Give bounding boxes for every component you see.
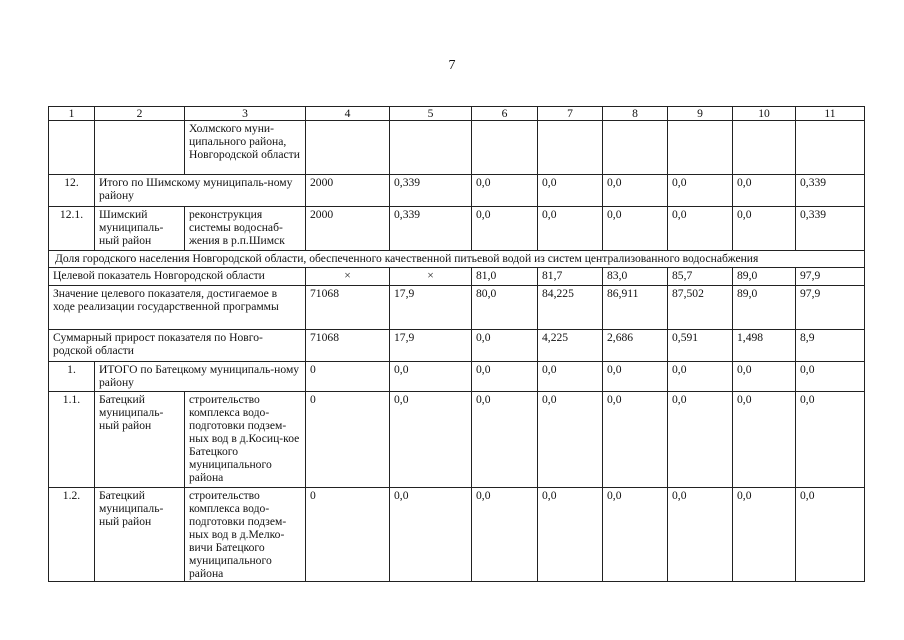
value-cell: 0,0	[733, 207, 796, 251]
value-cell: 87,502	[668, 286, 733, 330]
value-cell: 0,0	[538, 488, 603, 582]
value-cell: 97,9	[796, 268, 865, 286]
value-cell: 0,0	[603, 207, 668, 251]
value-cell: 81,7	[538, 268, 603, 286]
value-cell: 0,0	[390, 488, 472, 582]
page-number: 7	[448, 58, 456, 73]
row-number: 1.1.	[49, 392, 95, 488]
value-cell: 0,339	[390, 207, 472, 251]
value-cell: 0,0	[538, 362, 603, 392]
table-row	[49, 175, 865, 207]
table-row	[49, 488, 865, 582]
row-number: 1.	[49, 362, 95, 392]
value-cell: 0,591	[668, 330, 733, 362]
section-header-row	[49, 251, 865, 268]
section-title: Доля городского населения Новгородской области, обеспеченного качественной питьевой водой из систем централизованного водоснабжения	[49, 251, 865, 268]
value-cell: ×	[390, 268, 472, 286]
value-cell: 85,7	[668, 268, 733, 286]
table-row	[49, 330, 865, 362]
value-cell: 17,9	[390, 330, 472, 362]
value-cell: 71068	[306, 286, 390, 330]
value-cell: 0,0	[603, 362, 668, 392]
value-cell: 0,0	[390, 362, 472, 392]
value-cell: 0,0	[668, 488, 733, 582]
header-cell: 11	[796, 107, 865, 121]
value-cell: 0	[306, 392, 390, 488]
value-cell: 0,0	[668, 175, 733, 207]
header-cell: 2	[95, 107, 185, 121]
value-cell: 0,0	[472, 330, 538, 362]
value-cell: 0,0	[472, 488, 538, 582]
value-cell: 89,0	[733, 286, 796, 330]
value-cell: 0,0	[733, 392, 796, 488]
header-cell: 9	[668, 107, 733, 121]
value-cell: 0,339	[796, 207, 865, 251]
value-cell: 89,0	[733, 268, 796, 286]
value-cell: 4,225	[538, 330, 603, 362]
value-cell: 0,0	[472, 362, 538, 392]
header-cell: 6	[472, 107, 538, 121]
row-name: ИТОГО по Батецкому муниципаль-ному району	[95, 362, 306, 392]
header-cell: 8	[603, 107, 668, 121]
value-cell: 80,0	[472, 286, 538, 330]
description-cell: Холмского муни-ципального района, Новгородской области	[185, 121, 306, 175]
value-cell: 97,9	[796, 286, 865, 330]
row-number: 12.1.	[49, 207, 95, 251]
value-cell: 0,0	[796, 362, 865, 392]
value-cell: 0,0	[390, 392, 472, 488]
header-cell: 3	[185, 107, 306, 121]
value-cell: 0,0	[538, 175, 603, 207]
water-supply-table	[48, 106, 865, 582]
row-number: 12.	[49, 175, 95, 207]
value-cell: 0,339	[796, 175, 865, 207]
value-cell: 8,9	[796, 330, 865, 362]
value-cell: 0,339	[390, 175, 472, 207]
value-cell: 0,0	[733, 175, 796, 207]
description-cell: строительство комплекса водо-подготовки подзем-ных вод в д.Косиц-кое Батецкого муниципального района	[185, 392, 306, 488]
value-cell: 0,0	[668, 207, 733, 251]
value-cell: 0	[306, 488, 390, 582]
municipality-cell: Шимский муниципаль-ный район	[95, 207, 185, 251]
value-cell: 0,0	[796, 392, 865, 488]
value-cell: 2000	[306, 207, 390, 251]
value-cell: 0,0	[603, 392, 668, 488]
value-cell: 1,498	[733, 330, 796, 362]
table-row	[49, 392, 865, 488]
value-cell: 0,0	[472, 175, 538, 207]
table-row	[49, 207, 865, 251]
value-cell: 0,0	[472, 392, 538, 488]
municipality-cell: Батецкий муниципаль-ный район	[95, 392, 185, 488]
value-cell: 0,0	[538, 207, 603, 251]
value-cell: 0,0	[668, 362, 733, 392]
row-number: 1.2.	[49, 488, 95, 582]
description-cell: строительство комплекса водо-подготовки подзем-ных вод в д.Мелко-вичи Батецкого муниципального района	[185, 488, 306, 582]
value-cell: 86,911	[603, 286, 668, 330]
table-row	[49, 121, 865, 175]
value-cell: 0,0	[733, 362, 796, 392]
row-label: Суммарный прирост показателя по Новго-родской области	[49, 330, 306, 362]
table-row	[49, 286, 865, 330]
value-cell: 17,9	[390, 286, 472, 330]
value-cell: 81,0	[472, 268, 538, 286]
value-cell: 2000	[306, 175, 390, 207]
row-name: Итого по Шимскому муниципаль-ному району	[95, 175, 306, 207]
table-row	[49, 362, 865, 392]
header-cell: 10	[733, 107, 796, 121]
value-cell: 0,0	[603, 175, 668, 207]
table-row	[49, 268, 865, 286]
value-cell: 0	[306, 362, 390, 392]
municipality-cell: Батецкий муниципаль-ный район	[95, 488, 185, 582]
value-cell: 71068	[306, 330, 390, 362]
value-cell: ×	[306, 268, 390, 286]
header-cell: 7	[538, 107, 603, 121]
value-cell: 0,0	[472, 207, 538, 251]
description-cell: реконструкция системы водоснаб-жения в р.п.Шимск	[185, 207, 306, 251]
row-label: Целевой показатель Новгородской области	[49, 268, 306, 286]
header-cell: 4	[306, 107, 390, 121]
value-cell: 0,0	[603, 488, 668, 582]
value-cell: 0,0	[538, 392, 603, 488]
header-cell: 1	[49, 107, 95, 121]
column-number-row	[49, 107, 865, 121]
value-cell: 2,686	[603, 330, 668, 362]
value-cell: 0,0	[733, 488, 796, 582]
value-cell: 83,0	[603, 268, 668, 286]
value-cell: 84,225	[538, 286, 603, 330]
row-label: Значение целевого показателя, достигаемое в ходе реализации государственной программы	[49, 286, 306, 330]
value-cell: 0,0	[668, 392, 733, 488]
header-cell: 5	[390, 107, 472, 121]
value-cell: 0,0	[796, 488, 865, 582]
